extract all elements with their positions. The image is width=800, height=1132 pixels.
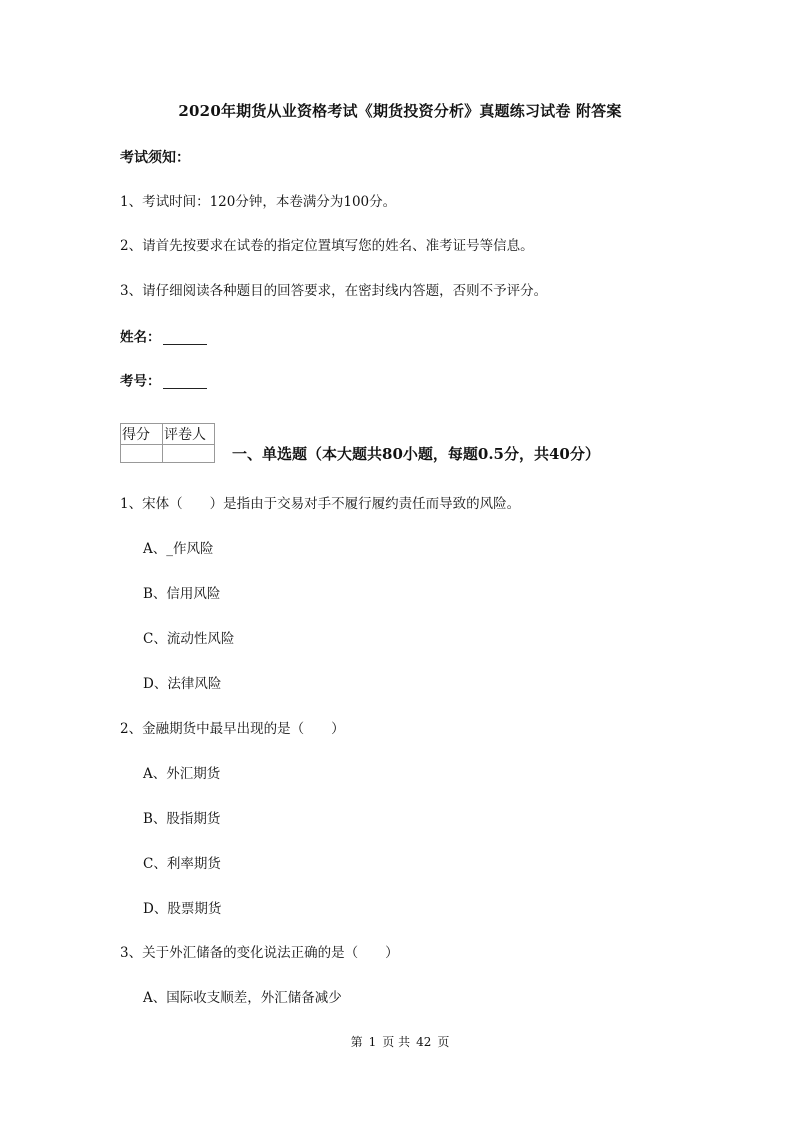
score-table [120, 423, 215, 463]
name-label: 姓名： [120, 329, 161, 346]
id-label: 考号： [120, 373, 161, 390]
grader-cell [163, 445, 215, 463]
notice-item: 1、考试时间：120分钟，本卷满分为100分。 [120, 194, 397, 210]
grader-header: 评卷人 [163, 424, 215, 445]
option: A、_作风险 [143, 541, 214, 557]
option: C、利率期货 [143, 856, 221, 872]
option: C、流动性风险 [143, 631, 235, 647]
question-text: 1、宋体（ ）是指由于交易对手不履行履约责任而导致的风险。 [120, 496, 521, 512]
footer-prefix: 第 [350, 1035, 363, 1049]
page-title: 2020年期货从业资格考试《期货投资分析》真题练习试卷 附答案 [178, 102, 622, 120]
footer-suffix: 页 [437, 1035, 450, 1049]
score-cell [121, 445, 163, 463]
option: D、法律风险 [143, 676, 222, 692]
option: B、股指期货 [143, 811, 221, 827]
score-header: 得分 [121, 424, 163, 445]
id-blank[interactable] [163, 374, 207, 389]
notice-item: 3、请仔细阅读各种题目的回答要求，在密封线内答题，否则不予评分。 [120, 283, 548, 299]
footer-page-number: 1 [368, 1035, 377, 1049]
option: A、外汇期货 [143, 766, 221, 782]
id-field [120, 374, 207, 389]
notice-item: 2、请首先按要求在试卷的指定位置填写您的姓名、准考证号等信息。 [120, 238, 534, 254]
option: A、国际收支顺差，外汇储备减少 [143, 990, 342, 1006]
footer-middle: 页 共 [382, 1035, 411, 1049]
question-text: 3、关于外汇储备的变化说法正确的是（ ） [120, 945, 399, 961]
page-footer [0, 1036, 800, 1048]
name-field [120, 330, 207, 345]
notice-heading: 考试须知： [120, 150, 190, 166]
question-text: 2、金融期货中最早出现的是（ ） [120, 721, 345, 737]
section-heading: 一、单选题（本大题共80小题，每题0.5分，共40分） [232, 445, 600, 463]
footer-total-pages: 42 [416, 1035, 432, 1049]
option: D、股票期货 [143, 901, 222, 917]
name-blank[interactable] [163, 330, 207, 345]
option: B、信用风险 [143, 586, 221, 602]
